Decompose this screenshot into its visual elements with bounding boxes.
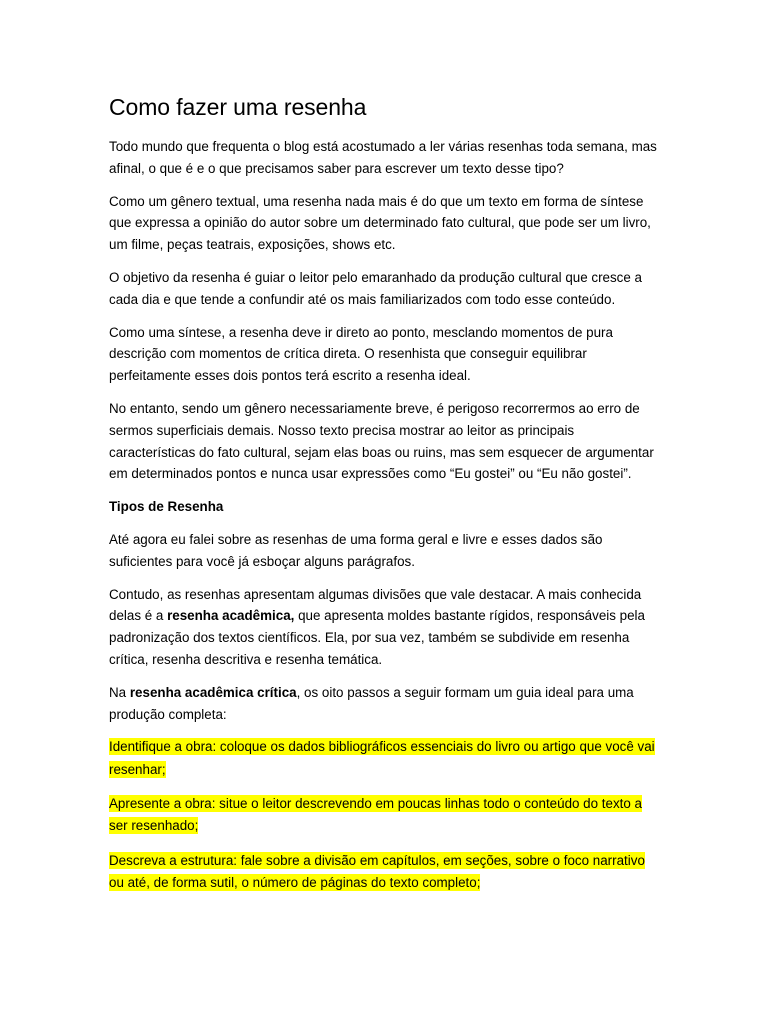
paragraph-caution: No entanto, sendo um gênero necessariamente breve, é perigoso recorrermos ao erro de sermos superficiais demais. Nosso texto precisa mostrar ao leitor as principais características do fato cultural, sejam elas boas ou ruins, mas sem esquecer de argumentar em determinados pontos e nunca usar expressões como “Eu gostei” ou “Eu não gostei”. [109,400,654,482]
step-present [109,793,661,838]
paragraph-academic-text-after: que apresenta moldes bastante rígidos, responsáveis pela padronização dos textos científicos. Ela, por sua vez, também se subdivide em resenha crítica, resenha descritiva e resenha temática. [109,608,645,667]
paragraph-academic-review [109,584,661,671]
paragraph-critical-bold: resenha acadêmica crítica [129,684,297,700]
paragraph-definition: Como um gênero textual, uma resenha nada mais é do que um texto em forma de síntese que expressa a opinião do autor sobre um determinado fato cultural, que pode ser um livro, um filme, peças teatrais, exposições, shows etc. [109,193,651,253]
paragraph-critical-review [109,682,661,726]
paragraph-synthesis: Como uma síntese, a resenha deve ir direto ao ponto, mesclando momentos de pura descrição com momentos de crítica direta. O resenhista que conseguir equilibrar perfeitamente esses dois pontos terá escrito a resenha ideal. [109,324,613,384]
paragraph-academic-bold: resenha acadêmica, [167,608,295,624]
document-page [109,92,661,906]
section-heading-types: Tipos de Resenha [109,499,224,515]
paragraph-critical-text-after: , os oito passos a seguir formam um guia ideal para uma produção completa: [109,684,634,722]
paragraph-objective: O objetivo da resenha é guiar o leitor pelo emaranhado da produção cultural que cresce a cada dia e que tende a confundir até os mais familiarizados com todo esse conteúdo. [109,269,642,307]
paragraph-types-intro: Até agora eu falei sobre as resenhas de uma forma geral e livre e esses dados são suficientes para você já esboçar alguns parágrafos. [109,531,603,569]
step-describe-structure [109,850,661,895]
step-identify [109,736,661,781]
highlighted-step-text: Identifique a obra: coloque os dados bibliográficos essenciais do livro ou artigo que você vai resenhar; [109,739,655,777]
page-title: Como fazer uma resenha [109,94,367,120]
paragraph-intro: Todo mundo que frequenta o blog está acostumado a ler várias resenhas toda semana, mas afinal, o que é e o que precisamos saber para escrever um texto desse tipo? [109,139,657,176]
paragraph-critical-text-before: Na [109,684,130,700]
highlighted-step-text: Apresente a obra: situe o leitor descrevendo em poucas linhas todo o conteúdo do texto a ser resenhado; [109,795,642,834]
highlighted-step-text: Descreva a estrutura: fale sobre a divisão em capítulos, em seções, sobre o foco narrativo ou até, de forma sutil, o número de páginas do texto completo; [109,852,645,890]
paragraph-academic-text-before: Contudo, as resenhas apresentam algumas divisões que vale destacar. A mais conhecida delas é a [109,586,642,624]
